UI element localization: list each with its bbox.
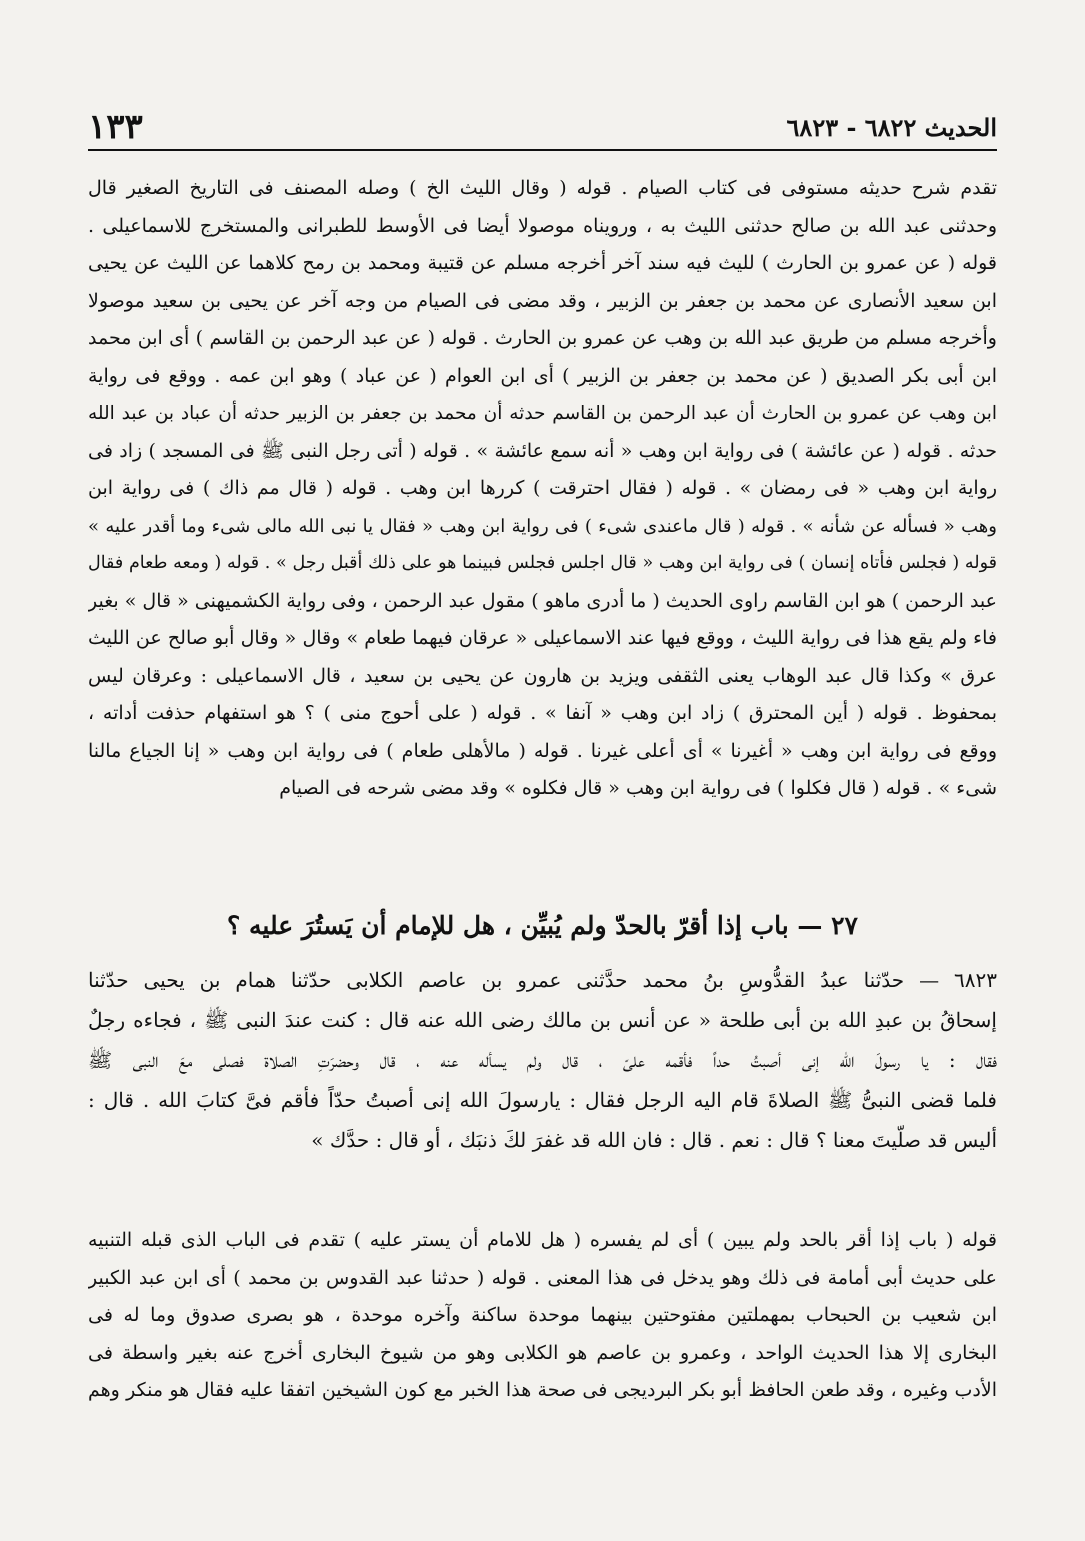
hadith-line: إسحاقُ بن عبدِ الله بن أبى طلحة « عن أنس بن مالك رضى الله عنه قال : كنت عندَ النبى ﷺ ، فجاءه رجلٌ — [88, 1008, 997, 1032]
commentary-block-2 — [88, 1222, 997, 1410]
text-line: حدثه . قوله ( عن عائشة ) فى رواية ابن وهب « أنه سمع عائشة » . قوله ( أتى رجل النبى ﷺ فى المسجد ) زاد فى — [88, 439, 997, 462]
text-line: رواية ابن وهب « فى رمضان » . قوله ( فقال احترقت ) كررها ابن وهب . قوله ( قال مم ذاك ) فى رواية ابن — [88, 477, 997, 499]
hadith-line: فلما قضى النبىُّ ﷺ الصلاةَ قام اليه الرجل فقال : يارسولَ الله إنى أصبتُ حدّاً فأقم فىَّ كتابَ الله . قال : — [88, 1088, 997, 1112]
text-line: وأخرجه مسلم من طريق عبد الله بن وهب عن عمرو بن الحارث . قوله ( عن عبد الرحمن بن القاسم ) أى ابن محمد — [88, 327, 997, 349]
text-line: ابن أبى بكر الصديق ( عن محمد بن جعفر بن الزبير ) أى ابن العوام ( عن عباد ) وهو ابن عمه . ووقع فى رواية — [88, 364, 997, 387]
hadith-line: أليس قد صلّيتَ معنا ؟ قال : نعم . قال : فان الله قد غفرَ لكَ ذنبَك ، أو قال : حدَّك » — [311, 1128, 997, 1152]
text-line: تقدم شرح حديثه مستوفى فى كتاب الصيام . قوله ( وقال الليث الخ ) وصله المصنف فى التاريخ الصغير قال — [88, 177, 997, 199]
page-header — [88, 106, 997, 148]
page-number: ١٣٣ — [88, 107, 143, 147]
text-line: بمحفوظ . قوله ( أين المحترق ) زاد ابن وهب « آنفا » . قوله ( على أحوج منى ) ؟ هو استفهام حذفت أداته ، — [88, 702, 997, 724]
text-line: الأدب وغيره ، وقد طعن الحافظ أبو بكر البرديجى فى صحة هذا الخبر مع كون الشيخين اتفقا عليه فقال هو منكر وهم — [88, 1379, 997, 1401]
text-line: وحدثنى عبد الله بن صالح حدثنى الليث به ، ورويناه موصولا أيضا فى الأوسط للطبرانى والمستخرج للاسماعيلى . — [88, 214, 997, 237]
text-line: قوله ( فجلس فأتاه إنسان ) فى رواية ابن وهب « قال اجلس فجلس فبينما هو على ذلك أقبل رجل » . قوله ( ومعه طعام فقال — [88, 553, 997, 573]
hadith-line: ٦٨٢٣ — حدّثنا عبدُ القدُّوسِ بنُ محمد حدَّثنى عمرو بن عاصم الكلابى حدّثنا همام بن يحيى حدّثنا — [88, 968, 997, 992]
chapter-heading: ٢٧ — باب إذا أقرّ بالحدّ ولم يُبيِّن ، هل للإمام أن يَستُرَ عليه ؟ — [227, 911, 858, 940]
commentary-block-1 — [88, 170, 997, 808]
hadith-line: فقال : يا رسولَ الله إنى أصبتُ حداً فأقمه علىّ ، قال ولم يسأله عنه ، قال وحضرَتِ الصلاة فصلى معَ النبى ﷺ — [88, 1048, 997, 1072]
header-rule — [88, 149, 997, 151]
text-line: على حديث أبى أمامة فى ذلك وهو يدخل فى هذا المعنى . قوله ( حدثنا عبد القدوس بن محمد ) أى ابن عبد الكبير — [88, 1266, 997, 1289]
hadith-text-block — [88, 960, 997, 1160]
text-line: وهب « فسأله عن شأنه » . قوله ( قال ماعندى شىء ) فى رواية ابن وهب « فقال يا نبى الله مالى شىء وما أقدر عليه » — [88, 515, 997, 537]
text-line: ووقع فى رواية ابن وهب « أغيرنا » أى أعلى غيرنا . قوله ( مالأهلى طعام ) فى رواية ابن وهب « إنا الجياع مالنا — [88, 739, 997, 762]
text-line: عبد الرحمن ) هو ابن القاسم راوى الحديث ( ما أدرى ماهو ) مقول عبد الرحمن ، وفى رواية الكشميهنى « قال » بغير — [88, 589, 997, 612]
text-line: ابن سعيد الأنصارى عن محمد بن جعفر بن الزبير ، وقد مضى فى الصيام من وجه آخر عن يحيى بن سعيد موصولا — [88, 289, 997, 312]
text-line: عرق » وكذا قال عبد الوهاب يعنى الثقفى ويزيد بن هارون عن يحيى بن سعيد ، قال الاسماعيلى : وعرقان ليس — [88, 664, 997, 687]
text-line: قوله ( باب إذا أقر بالحد ولم يبين ) أى لم يفسره ( هل للامام أن يستر عليه ) تقدم فى الباب الذى قبله التنبيه — [88, 1229, 997, 1251]
text-line: ابن شعيب بن الحبحاب بمهملتين مفتوحتين بينهما موحدة ساكنة وآخره موحدة ، هو بصرى صدوق وما له فى — [88, 1304, 997, 1326]
text-line: فاء ولم يقع هذا فى رواية الليث ، ووقع فيها عند الاسماعيلى « عرقان فيهما طعام » وقال « وقال أبو صالح عن الليث — [88, 627, 997, 649]
text-line: قوله ( عن عمرو بن الحارث ) لليث فيه سند آخر أخرجه مسلم عن قتيبة ومحمد بن رمح كلاهما عن الليث عن يحيى — [88, 252, 997, 274]
text-line: شىء » . قوله ( قال فكلوا ) فى رواية ابن وهب « قال فكلوه » وقد مضى شرحه فى الصيام — [279, 777, 997, 799]
text-line: ابن وهب عن عمرو بن الحارث أن عبد الرحمن بن القاسم حدثه أن محمد بن جعفر بن الزبير حدثه أن عباد بن عبد الله — [88, 403, 997, 424]
running-title: الحديث ٦٨٢٢ - ٦٨٢٣ — [786, 112, 997, 142]
text-line: البخارى إلا هذا الحديث الواحد ، وعمرو بن عاصم هو الكلابى وهو من شيوخ البخارى أخرج عنه بغير واسطة فى — [88, 1341, 997, 1364]
